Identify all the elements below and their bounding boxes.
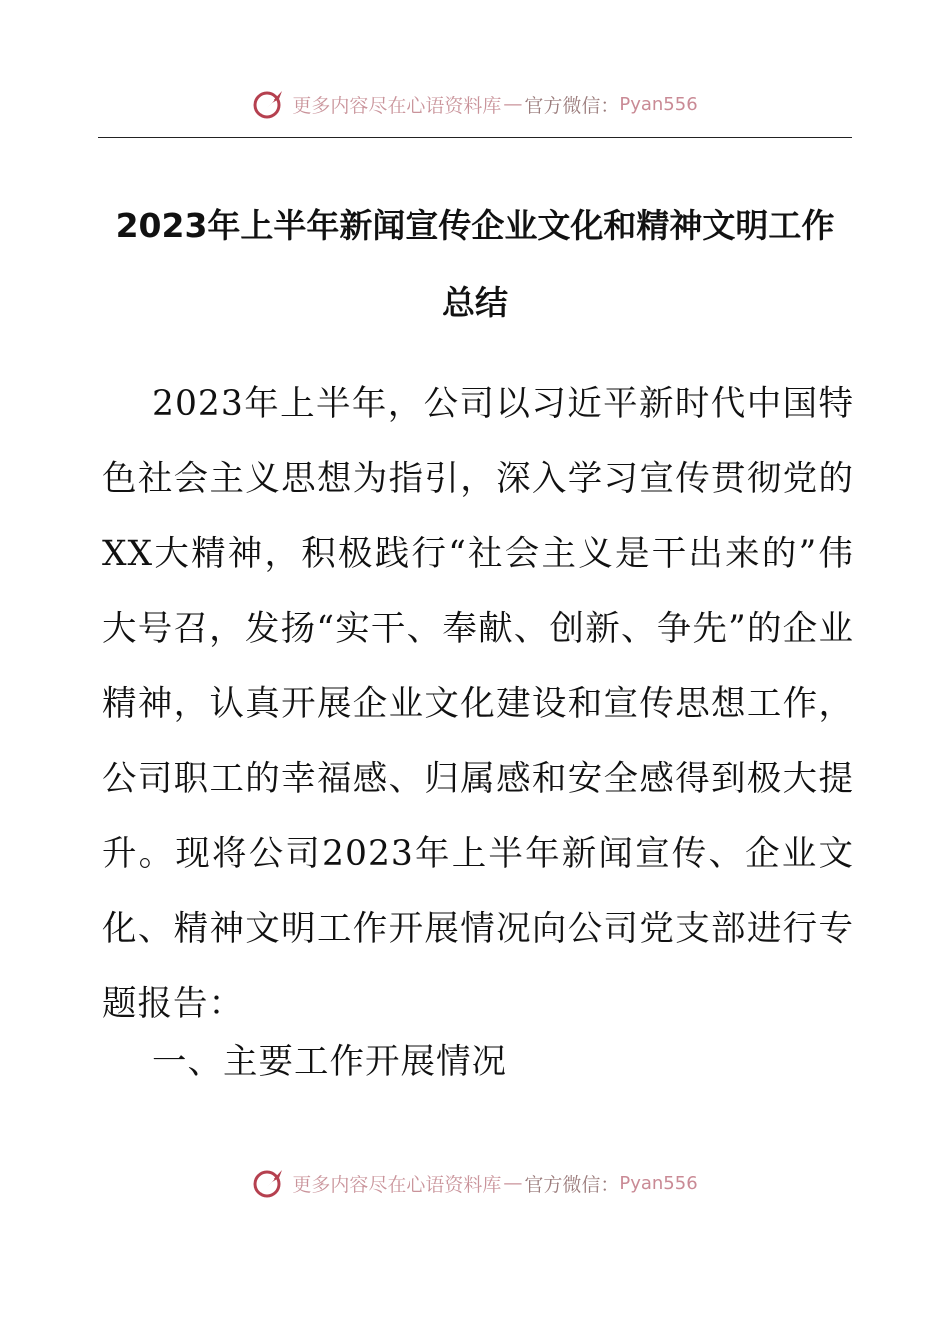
banner-wechat-label: 官方微信： <box>524 94 620 117</box>
quill-pen-logo-icon <box>252 1166 286 1200</box>
banner-wechat-label: 官方微信： <box>524 1173 620 1196</box>
header-banner <box>0 84 950 124</box>
document-title-line-2: 总结 <box>442 283 508 322</box>
footer-banner <box>0 1163 950 1203</box>
banner-promo-text: 更多内容尽在心语资料库 <box>292 94 502 117</box>
section-heading: 一、主要工作开展情况 <box>152 1042 507 1082</box>
document-title-line-1: 2023年上半年新闻宣传企业文化和精神文明工作 <box>115 206 835 245</box>
header-divider <box>98 137 852 138</box>
banner-wechat-id: Pyan556 <box>619 1172 698 1194</box>
quill-pen-logo-icon <box>252 87 286 121</box>
banner-promo-text: 更多内容尽在心语资料库 <box>292 1173 502 1196</box>
intro-paragraph: 2023年上半年，公司以习近平新时代中国特色社会主义思想为指引，深入学习宣传贯彻党的XX大精神，积极践行“社会主义是干出来的”伟大号召，发扬“实干、奉献、创新、争先”的企业精神，认真开展企业文化建设和宣传思想工作，公司职工的幸福感、归属感和安全感得到极大提升。现将公司2023年上半年新闻宣传、企业文化、精神文明工作开展情况向公司党支部进行专题报告： <box>102 384 854 1024</box>
banner-wechat-id: Pyan556 <box>619 93 698 115</box>
banner-dash: — <box>503 1172 523 1194</box>
banner-dash: — <box>503 93 523 115</box>
